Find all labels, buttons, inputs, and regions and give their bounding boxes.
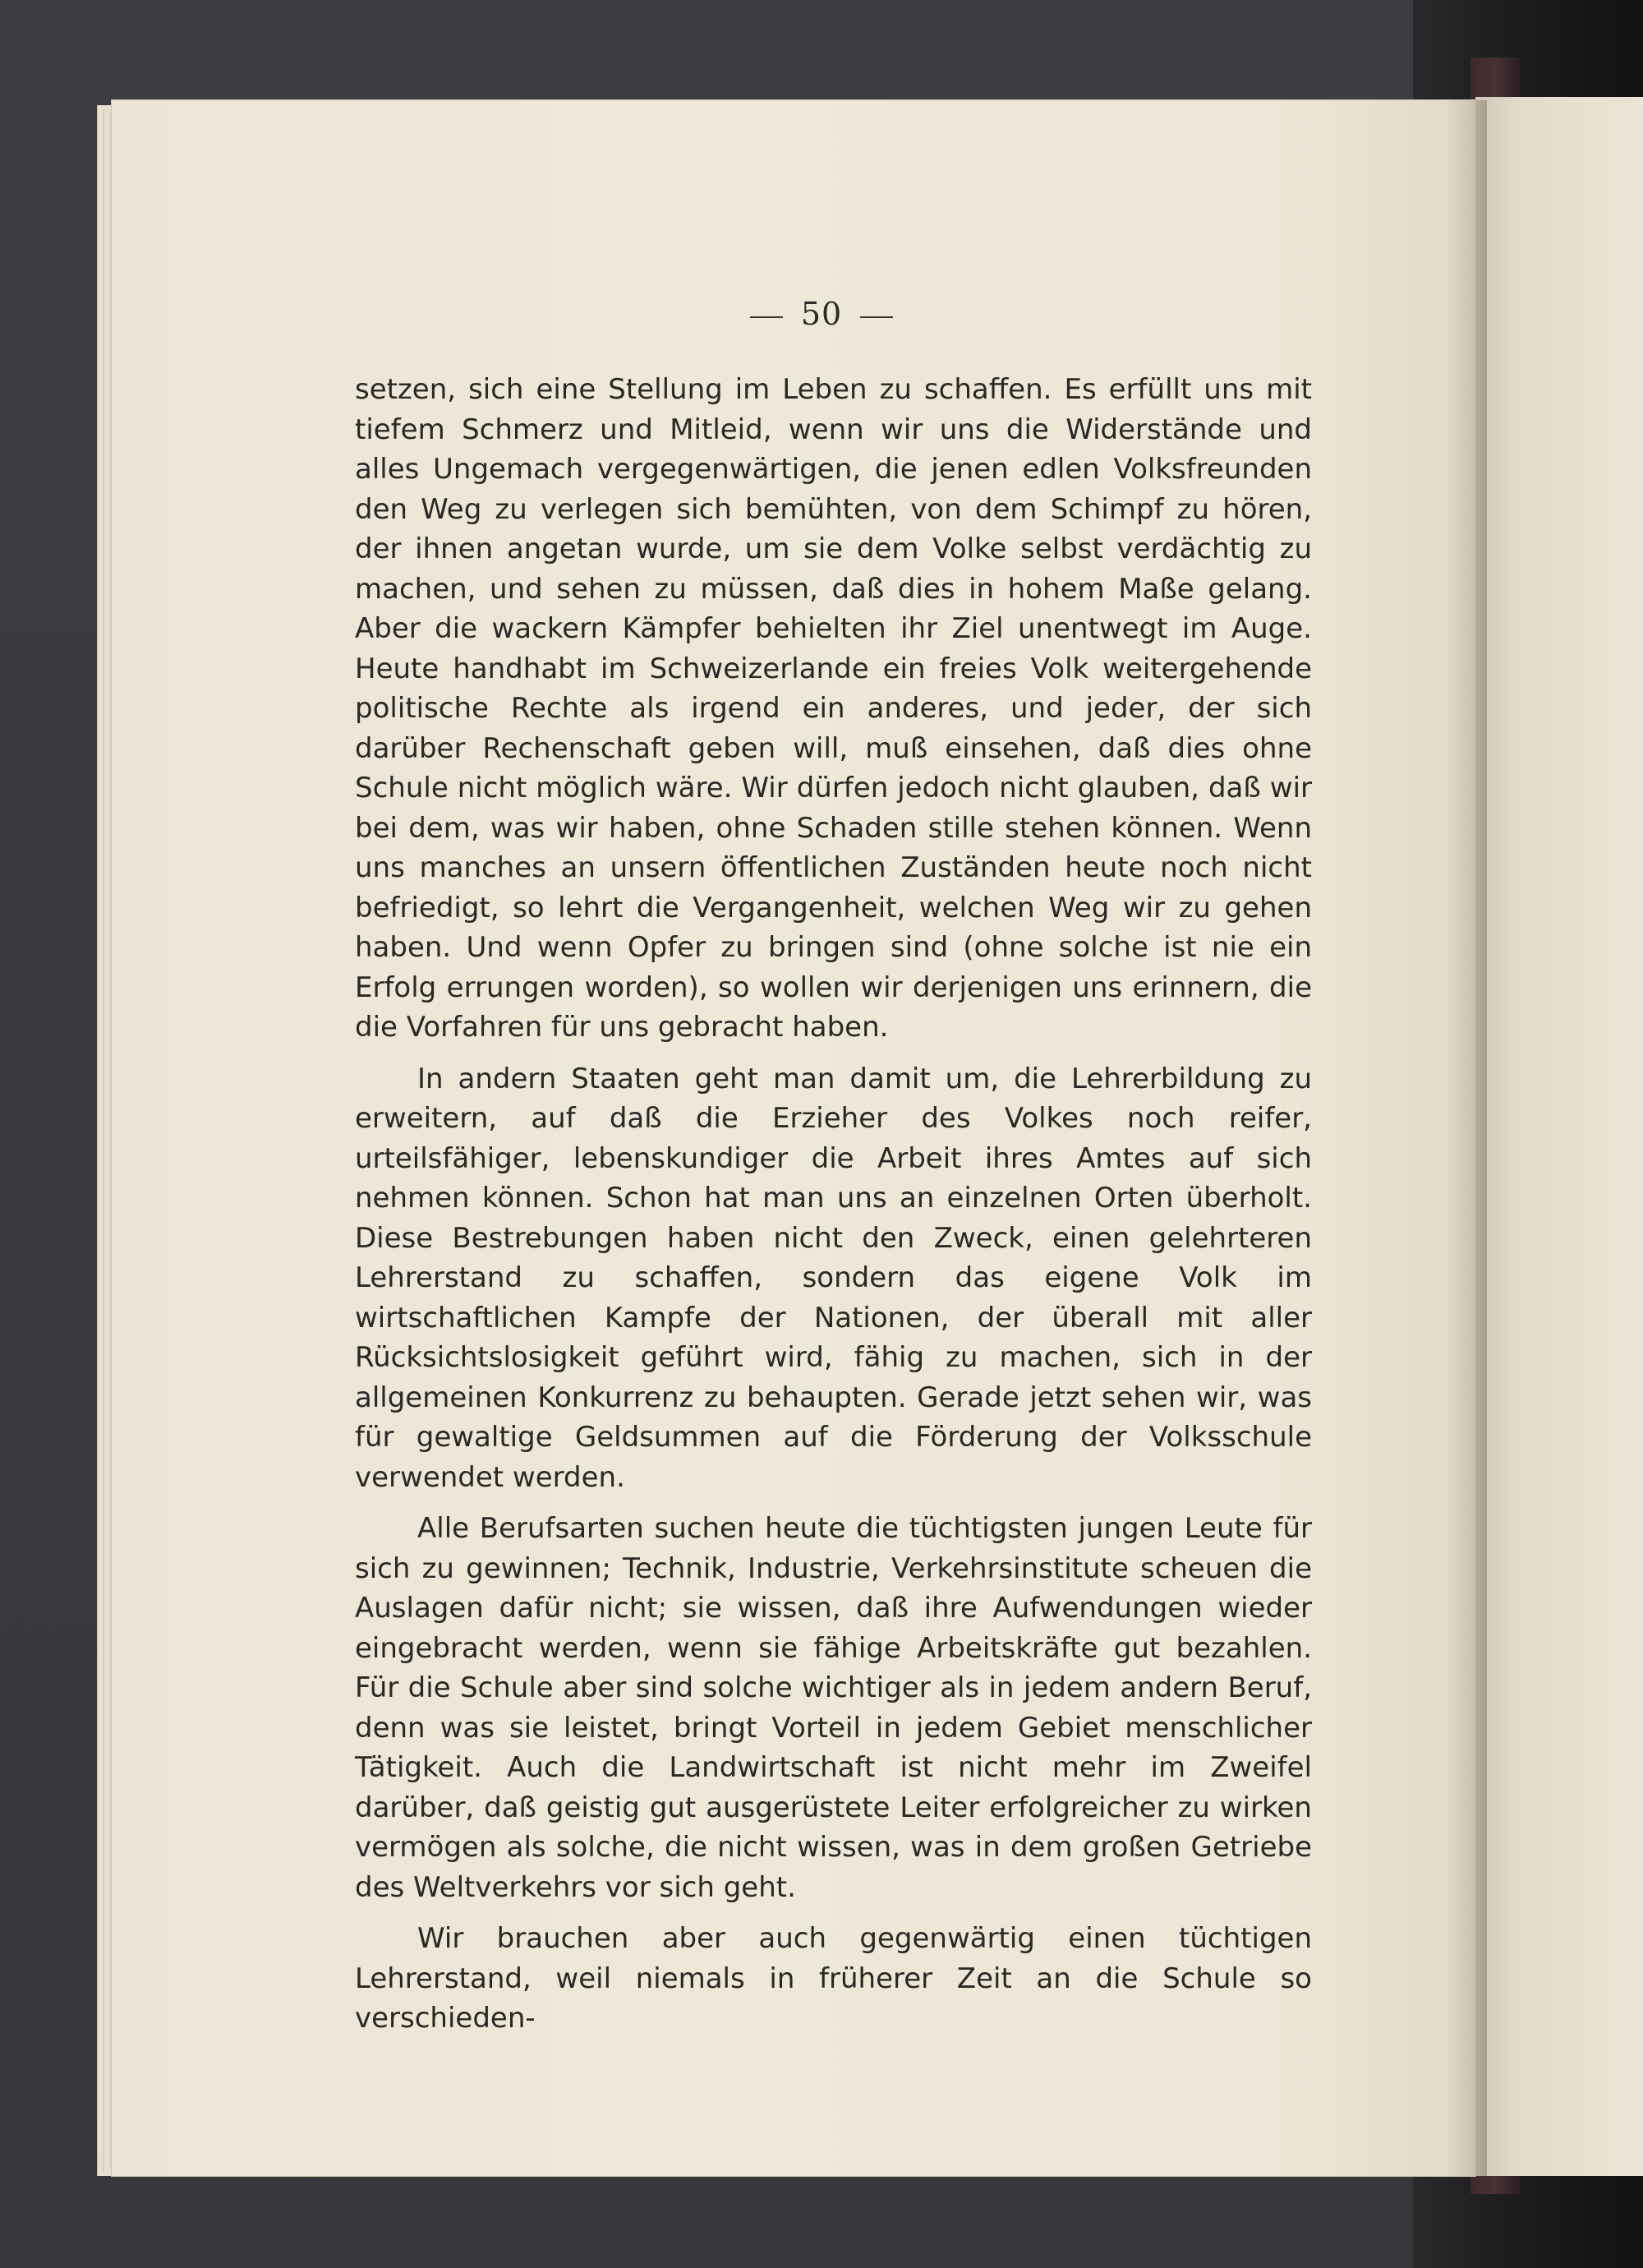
header-dash-right	[860, 316, 893, 318]
paragraph-4: Wir brauchen aber auch gegenwärtig einen tüchtigen Lehrerstand, weil niemals in früherer Zeit an die Schule so verschieden-	[355, 1922, 1312, 2035]
page-number: 50	[800, 296, 843, 332]
paragraph-1: setzen, sich eine Stellung im Leben zu schaffen. Es erfüllt uns mit tiefem Schmerz und Mitleid, wenn wir uns die Widerstände und alles Ungemach vergegenwärtigen, die jenen edlen Volksfreunden den Weg zu verlegen sich bemühten, von dem Schimpf zu hören, der ihnen angetan wurde, um sie dem Volke selbst verdächtig zu machen, und sehen zu müssen, daß dies in hohem Maße gelang. Aber die wackern Kämpfer behielten ihr Ziel unentwegt im Auge. Heute handhabt im Schweizerlande ein freies Volk weitergehende politische Rechte als irgend ein anderes, und jeder, der sich darüber Rechenschaft geben will, muß einsehen, daß dies ohne Schule nicht möglich wäre. Wir dürfen jedoch nicht glauben, daß wir bei dem, was wir haben, ohne Schaden stille stehen können. Wenn uns manches an unsern öffentlichen Zuständen heute noch nicht befriedigt, so lehrt die Vergangenheit, welchen Weg wir zu gehen haben. Und wenn Opfer zu bringen sind (ohne solche ist nie ein Erfolg errungen worden), so wollen wir derjenigen uns erinnern, die die Vorfahren für uns gebracht haben.	[355, 373, 1312, 1044]
header-dash-left	[750, 316, 783, 318]
facing-page-edge	[1475, 97, 1643, 2176]
paragraph-2: In andern Staaten geht man damit um, die Lehrerbildung zu erweitern, auf daß die Erzieher des Volkes noch reifer, urteilsfähiger, lebenskundiger die Arbeit ihres Amtes auf sich nehmen können. Schon hat man uns an einzelnen Orten überholt. Diese Bestrebungen haben nicht den Zweck, einen gelehrteren Lehrerstand zu schaffen, sondern das eigene Volk im wirtschaftlichen Kampfe der Nationen, der überall mit aller Rücksichtslosigkeit geführt wird, fähig zu machen, sich in der allgemeinen Konkurrenz zu behaupten. Gerade jetzt sehen wir, was für gewaltige Geldsummen auf die Förderung der Volksschule verwendet werden.	[355, 1062, 1312, 1494]
paragraph-3: Alle Berufsarten suchen heute die tüchtigsten jungen Leute für sich zu gewinnen; Technik, Industrie, Verkehrsinstitute scheuen die Auslagen dafür nicht; sie wissen, daß ihre Aufwendungen wieder eingebracht werden, wenn sie fähige Arbeitskräfte gut bezahlen. Für die Schule aber sind solche wichtiger als in jedem andern Beruf, denn was sie leistet, bringt Vorteil in jedem Gebiet menschlicher Tätigkeit. Auch die Landwirtschaft ist nicht mehr im Zweifel darüber, daß geistig gut ausgerüstete Leiter erfolgreicher zu wirken vermögen als solche, die nicht wissen, was in dem großen Getriebe des Weltverkehrs vor sich geht.	[355, 1512, 1312, 1904]
body-text	[355, 370, 1312, 2050]
gutter-shadow	[1446, 100, 1487, 2176]
page-header	[246, 296, 1397, 332]
